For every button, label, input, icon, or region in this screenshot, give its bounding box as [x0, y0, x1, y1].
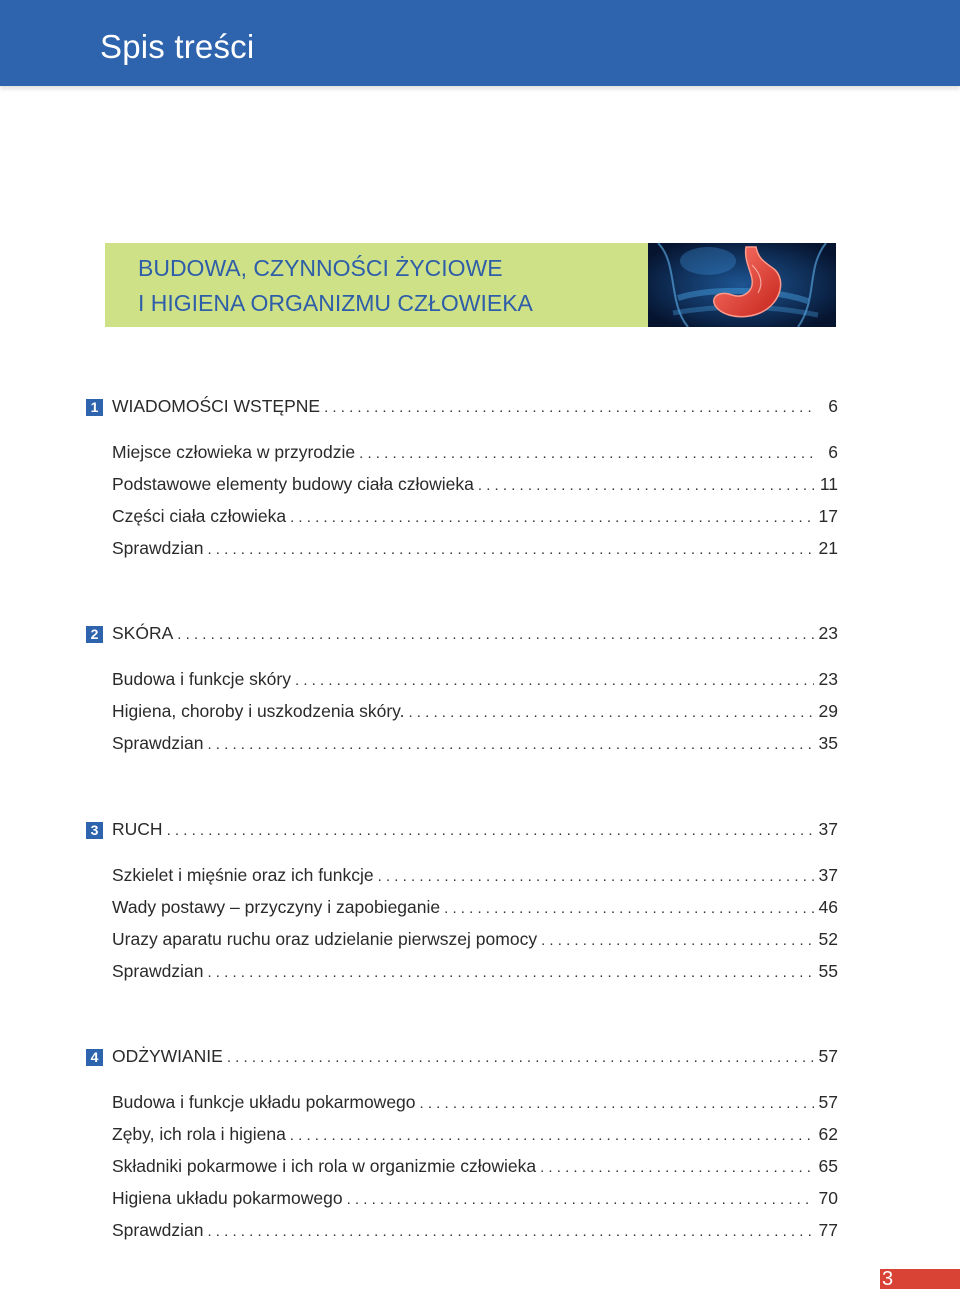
- toc-item-label: Sprawdzian: [112, 961, 204, 981]
- dot-leader: [207, 736, 814, 753]
- toc-item[interactable]: [86, 1124, 838, 1148]
- toc-page-number: 6: [828, 442, 838, 462]
- toc-page-number: 6: [828, 396, 838, 416]
- toc-item-label: Higiena układu pokarmowego: [112, 1188, 343, 1208]
- dot-leader: [227, 1049, 814, 1066]
- dot-leader: [324, 399, 814, 416]
- toc-item-label: Sprawdzian: [112, 1220, 204, 1240]
- toc-page-number: 55: [818, 961, 838, 981]
- toc-page-number: 77: [818, 1220, 838, 1240]
- toc-item[interactable]: [86, 442, 838, 466]
- dot-leader: [207, 964, 814, 981]
- toc-item[interactable]: [86, 1220, 838, 1244]
- stomach-anatomy-image: [648, 243, 836, 327]
- toc-item[interactable]: [86, 538, 838, 562]
- dot-leader: [167, 822, 814, 839]
- toc-item-label: Podstawowe elementy budowy ciała człowieka: [112, 474, 474, 494]
- toc-page-number: 65: [818, 1156, 838, 1176]
- dot-leader: [207, 541, 814, 558]
- toc-item[interactable]: [86, 506, 838, 530]
- section-number-badge: 4: [86, 1049, 103, 1066]
- toc-page-number: 29: [818, 701, 838, 721]
- dot-leader: [295, 672, 814, 689]
- toc-page-number: 35: [818, 733, 838, 753]
- toc-item-label: Miejsce człowieka w przyrodzie: [112, 442, 356, 462]
- toc-page-number: 62: [818, 1124, 838, 1144]
- toc-item[interactable]: [86, 897, 838, 921]
- toc-page-number: 37: [818, 819, 838, 839]
- dot-leader: [408, 704, 814, 721]
- toc-heading-label: SKÓRA: [112, 623, 174, 643]
- section-number-badge: 2: [86, 626, 103, 643]
- toc-item-label: Sprawdzian: [112, 733, 204, 753]
- toc-item[interactable]: [86, 701, 838, 725]
- toc-item[interactable]: [86, 669, 838, 693]
- chapter-banner: [105, 243, 836, 327]
- toc-item-label: Zęby, ich rola i higiena: [112, 1124, 286, 1144]
- toc-page-number: 17: [818, 506, 838, 526]
- toc-heading-label: RUCH: [112, 819, 163, 839]
- toc-item[interactable]: [86, 961, 838, 985]
- toc-page-number: 46: [818, 897, 838, 917]
- section-number-badge: 1: [86, 399, 103, 416]
- toc-item-label: Higiena, choroby i uszkodzenia skóry.: [112, 701, 405, 721]
- toc-page-number: 52: [818, 929, 838, 949]
- dot-leader: [444, 900, 814, 917]
- toc-item-label: Urazy aparatu ruchu oraz udzielanie pierwszej pomocy: [112, 929, 538, 949]
- toc-item-label: Szkielet i mięśnie oraz ich funkcje: [112, 865, 374, 885]
- dot-leader: [207, 1223, 814, 1240]
- chapter-title-line-1: BUDOWA, CZYNNOŚCI ŻYCIOWE: [138, 255, 503, 281]
- chapter-title-line-2: I HIGIENA ORGANIZMU CZŁOWIEKA: [138, 290, 533, 316]
- toc-page-number: 21: [818, 538, 838, 558]
- dot-leader: [347, 1191, 814, 1208]
- toc-page-number: 57: [818, 1092, 838, 1112]
- toc-item[interactable]: [86, 1156, 838, 1180]
- toc-item-label: Części ciała człowieka: [112, 506, 287, 526]
- toc-chapter-heading[interactable]: [86, 396, 838, 420]
- toc-item-label: Budowa i funkcje układu pokarmowego: [112, 1092, 416, 1112]
- toc-page-number: 57: [818, 1046, 838, 1066]
- toc-item[interactable]: [86, 474, 838, 498]
- toc-page-number: 70: [818, 1188, 838, 1208]
- toc-item-label: Wady postawy – przyczyny i zapobieganie: [112, 897, 441, 917]
- toc-item[interactable]: [86, 1092, 838, 1116]
- toc-item-label: Sprawdzian: [112, 538, 204, 558]
- dot-leader: [359, 445, 814, 462]
- dot-leader: [290, 1127, 814, 1144]
- toc-chapter-heading[interactable]: [86, 819, 838, 843]
- page-number-folio: 3: [880, 1269, 960, 1289]
- page-title: Spis treści: [100, 28, 255, 65]
- dot-leader: [177, 626, 814, 643]
- toc-page-number: 37: [818, 865, 838, 885]
- toc-chapter-heading[interactable]: [86, 1046, 838, 1070]
- dot-leader: [378, 868, 814, 885]
- toc-page-number: 23: [818, 669, 838, 689]
- toc-item-label: Budowa i funkcje skóry: [112, 669, 291, 689]
- toc-heading-label: ODŻYWIANIE: [112, 1046, 223, 1066]
- dot-leader: [541, 932, 814, 949]
- toc-item[interactable]: [86, 865, 838, 889]
- section-number-badge: 3: [86, 822, 103, 839]
- toc-heading-label: WIADOMOŚCI WSTĘPNE: [112, 396, 321, 416]
- toc-page-number: 23: [818, 623, 838, 643]
- header-band: [0, 0, 960, 86]
- dot-leader: [290, 509, 814, 526]
- dot-leader: [478, 477, 814, 494]
- toc-item[interactable]: [86, 733, 838, 757]
- toc-item-label: Składniki pokarmowe i ich rola w organizmie człowieka: [112, 1156, 537, 1176]
- toc-item[interactable]: [86, 1188, 838, 1212]
- toc-chapter-heading[interactable]: [86, 623, 838, 647]
- dot-leader: [540, 1159, 814, 1176]
- toc-page-number: 11: [819, 474, 838, 494]
- chapter-title: [138, 251, 533, 321]
- toc-item[interactable]: [86, 929, 838, 953]
- dot-leader: [420, 1095, 814, 1112]
